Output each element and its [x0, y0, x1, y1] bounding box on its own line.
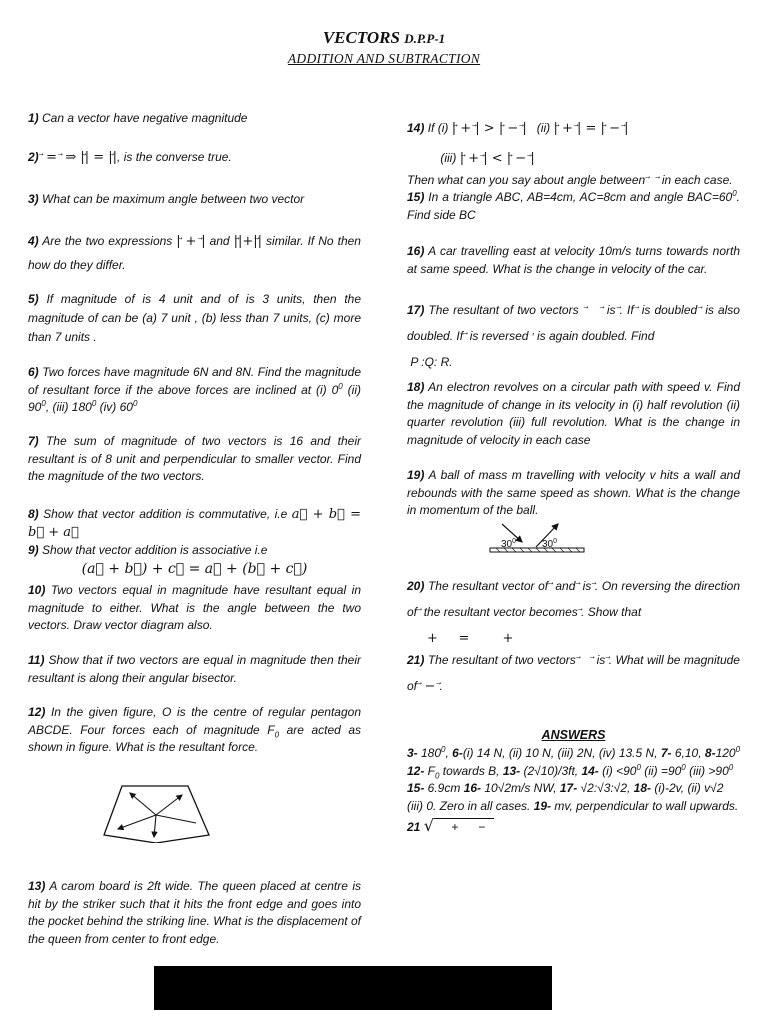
answer-line: 15- 6.9cm 16- 10√2m/s NW, 17- √2:√3:√2, 18- (i)-2v, (ii) v√2: [407, 781, 724, 795]
part-label: (i): [437, 121, 449, 135]
vector-expression: | + |: [176, 234, 206, 249]
question-text: is: [582, 579, 592, 593]
question-number: 20): [407, 579, 425, 593]
question-text: is also doubled. If: [407, 303, 740, 343]
page-subtitle: ADDITION AND SUBTRACTION: [287, 51, 481, 66]
question-text: Show that vector addition is commutative, i.e: [43, 507, 288, 521]
question-text: is reversed: [469, 329, 529, 343]
question-text: Show that vector addition is associative i.e: [42, 543, 268, 557]
commutative-formula: a⃗ + b⃗ = b⃗ + a⃗: [28, 507, 362, 540]
vector-equality-expression: = ⇒ || = ||: [42, 150, 118, 165]
vector-inequality: | + | < | − |: [459, 151, 535, 166]
question-10: [28, 582, 361, 635]
question-number: 6): [28, 365, 39, 379]
redacted-bar: [154, 966, 552, 1010]
question-text: and: [555, 579, 576, 593]
question-text: A ball of mass m travelling with velocity v hits a wall and rebounds with the same speed as shown. What is the change in momentum of the ball.: [407, 468, 740, 517]
title-main: VECTORS: [322, 28, 400, 47]
question-14-continued: [407, 172, 740, 191]
question-20: [407, 574, 740, 651]
question-15: [407, 189, 740, 224]
question-text: and: [209, 234, 230, 248]
question-text: . If: [619, 303, 634, 317]
question-8: [28, 506, 361, 541]
question-21: [407, 648, 740, 700]
question-text: The resultant vector of: [427, 579, 549, 593]
question-1: [28, 110, 361, 128]
force-arrow: [130, 793, 156, 815]
degree-mark: 0: [132, 399, 138, 408]
answer-line: (iii) 0. Zero in all cases. 19- mv, perpendicular to wall upwards.: [407, 798, 739, 813]
question-text: similar. If No then how do they differ.: [28, 234, 361, 272]
vector-equality: | + | = | − |: [553, 121, 629, 136]
radicand: + −: [434, 818, 494, 837]
answer-line: 12- $F_0$ towards B, 13- (2√10)/3ft, 14- $(i) <90^0$ $(ii) =90^0$ $(iii) >90^0$: [407, 762, 734, 780]
question-number: 19): [407, 468, 425, 482]
associative-formula: (a⃗ + b⃗) + c⃗ = a⃗ + (b⃗ + c⃗): [81, 560, 308, 577]
question-text: In the given figure, O is the centre of regular pentagon ABCDE. Four forces each of magnitude F: [28, 705, 361, 737]
question-text: What can be maximum angle between two vector: [42, 192, 305, 206]
question-text: . Show that: [581, 605, 642, 619]
question-13: [28, 878, 361, 948]
question-19: [407, 467, 740, 520]
question-text: A carom board is 2ft wide. The queen placed at centre is hit by the striker such that it hits the front edge and goes into the pocket behind the striking line. What is the displacement of the queen from center to front edge.: [28, 879, 362, 946]
sqrt-icon: √: [423, 816, 434, 835]
question-18: [407, 379, 740, 449]
question-text: (ii) 90: [28, 382, 361, 414]
question-text: If: [427, 121, 435, 135]
question-17: 17) The resultant of two vectors is . If is doubled is also doubled. If is reversed ′ is again doubled. Find P :Q: R.: [407, 303, 740, 369]
title-suffix: D.P.P-1: [404, 31, 446, 46]
question-text: (iv) 60: [96, 400, 133, 414]
question-text: is again doubled. Find: [536, 329, 655, 343]
answers-block: [407, 745, 747, 837]
question-3: [28, 191, 361, 209]
question-text: If magnitude of is 4 unit and of is 3 units, then the magnitude of can be (a) 7 unit , (b) less than 7 units, (c) more than 7 units .: [28, 292, 361, 344]
question-number: 7): [28, 434, 39, 448]
part-label: (ii): [536, 121, 551, 135]
subscript: 0: [274, 729, 280, 739]
question-text: . What will be magnitude of: [407, 653, 740, 693]
question-text: are acted as shown in figure. What is the resultant force.: [28, 722, 362, 754]
part-label: (iii): [440, 151, 457, 165]
degree-mark: 0: [91, 399, 97, 408]
question-text: , (iii) 180: [45, 400, 92, 414]
question-11: [28, 652, 361, 687]
radial-line: [156, 815, 196, 823]
question-text: , is the converse true.: [117, 150, 232, 164]
question-number: 4): [28, 234, 39, 248]
question-text: Show that if two vectors are equal in magnitude then their resultant is along their angular bisector.: [28, 653, 361, 685]
question-text: the resultant vector becomes: [423, 605, 578, 619]
question-number: 13): [28, 879, 46, 893]
answers-heading: ANSWERS: [541, 728, 606, 742]
question-text: Are the two expressions: [42, 234, 173, 248]
question-number: 16): [407, 244, 425, 258]
question-16: [407, 243, 740, 278]
identity-expression: + = +: [427, 631, 514, 646]
question-text: . Find side BC: [407, 190, 740, 222]
degree-mark: 0: [41, 399, 46, 408]
question-text: P :Q: R.: [410, 355, 453, 369]
angle-label-left: $30^0$: [501, 538, 517, 550]
force-arrow: [156, 795, 182, 815]
question-text: Can a vector have negative magnitude: [42, 111, 248, 125]
question-text: is: [606, 303, 616, 317]
question-number: 2): [28, 150, 39, 164]
vector-inequality: | + | > | − |: [451, 121, 527, 136]
question-text: In a triangle ABC, AB=4cm, AC=8cm and angle BAC=60: [428, 190, 733, 204]
question-14: [407, 114, 740, 174]
answer-line: 21 √ + −: [407, 817, 747, 837]
question-number: 3): [28, 192, 39, 206]
answer-line: 3- $180^0$, 6-(i) 14 N, (ii) 10 N, (iii) 2N, (iv) 13.5 N, 7- 6,10, $8-120^0$: [407, 745, 741, 760]
question-2: [28, 149, 361, 168]
question-text: .: [439, 679, 443, 693]
question-text: Two forces have magnitude 6N and 8N. Find the magnitude of resultant force if the above forces are inclined at (i) 0: [28, 365, 361, 397]
page-title: [0, 28, 768, 48]
force-arrow: [154, 815, 156, 837]
question-text: is doubled: [641, 303, 698, 317]
question-text: is: [596, 653, 606, 667]
question-9: [28, 542, 361, 579]
question-number: 17): [407, 303, 425, 317]
question-number: 1): [28, 111, 39, 125]
vector-difference: −: [420, 679, 440, 694]
question-text: in each case.: [661, 173, 733, 187]
question-number: 12): [28, 705, 46, 719]
degree-mark: 0: [732, 189, 737, 198]
question-text: An electron revolves on a circular path with speed v. Find the magnitude of change in its velocity in (i) half revolution (ii) quarter revolution (iii) full revolution. What is the change in magnitude of velocity in each case: [407, 380, 741, 447]
pentagon-force-diagram: [100, 783, 212, 843]
question-number: 11): [28, 653, 45, 667]
question-number: 15): [407, 190, 425, 204]
force-arrow: [118, 815, 156, 829]
question-text: The resultant of two vectors: [428, 303, 579, 317]
question-number: 9): [28, 543, 39, 557]
angle-label-right: $30^0$: [542, 538, 558, 550]
question-number: 5): [28, 292, 39, 306]
question-5: [28, 290, 361, 347]
wall-collision-diagram: [488, 520, 588, 556]
question-text: Then what can you say about angle between: [407, 173, 646, 187]
question-number: 8): [28, 507, 39, 521]
question-number: 21): [407, 653, 425, 667]
question-text: The resultant of two vectors: [427, 653, 576, 667]
vector-expression: ||+||: [233, 234, 263, 249]
question-number: 10): [28, 583, 46, 597]
question-6: [28, 364, 361, 417]
question-number: 18): [407, 380, 425, 394]
question-12: [28, 704, 361, 757]
question-text: . On reversing the direction of: [407, 579, 741, 619]
degree-mark: 0: [338, 381, 343, 391]
question-number: 14): [407, 121, 425, 135]
question-text: The sum of magnitude of two vectors is 16 and their resultant is of 8 unit and perpendicular to smaller vector. Find the magnitude of the two vectors.: [28, 434, 361, 483]
question-text: Two vectors equal in magnitude have resultant equal in magnitude to either. What is the angle between the two vectors. Draw vector diagram also.: [28, 583, 361, 632]
question-text: A car travelling east at velocity 10m/s turns towards north at same speed. What is the change in velocity of the car.: [407, 244, 740, 276]
question-7: [28, 433, 361, 486]
question-4: [28, 230, 361, 276]
